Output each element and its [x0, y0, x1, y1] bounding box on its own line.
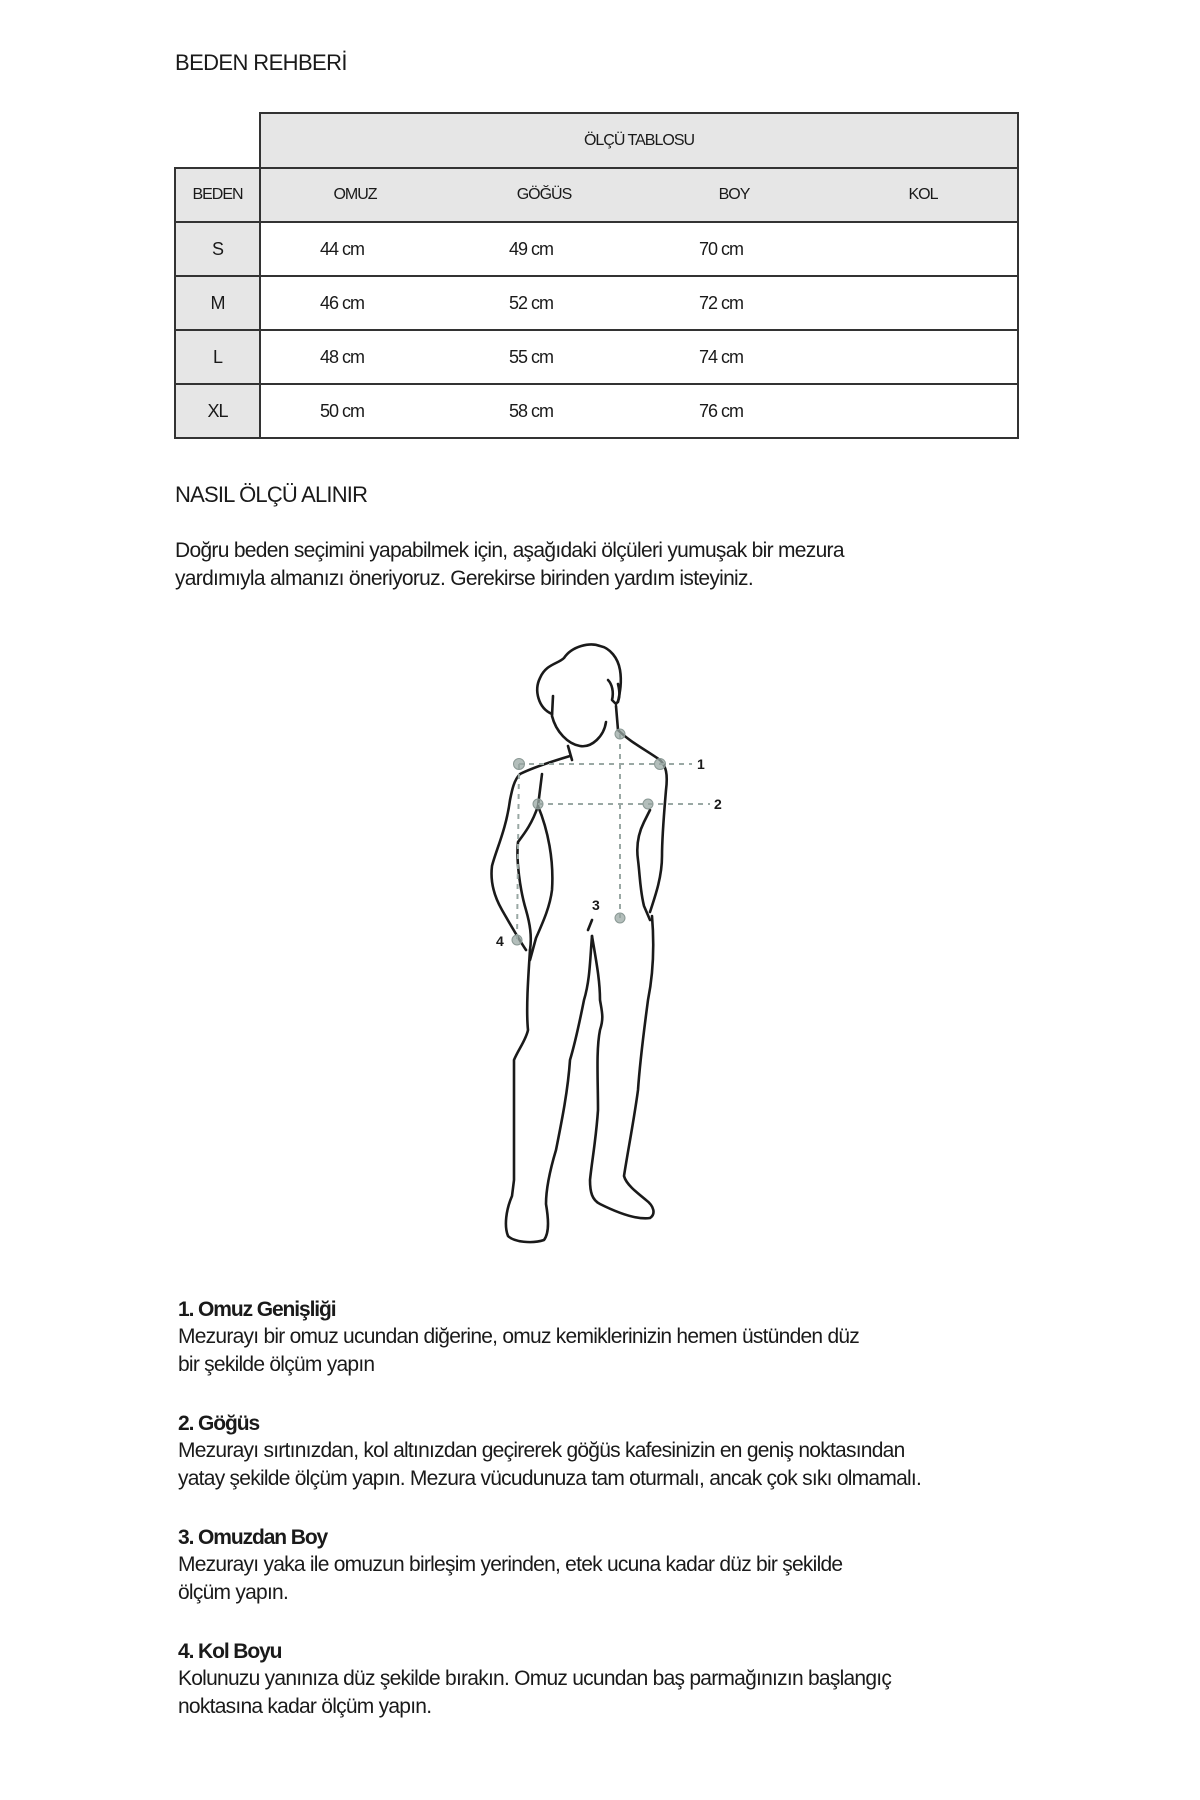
left-shoulder [491, 756, 570, 950]
section-title-how-to-measure: NASIL ÖLÇÜ ALINIR [175, 482, 368, 507]
instruction-item [178, 1639, 1058, 1753]
cell-value: 70 cm [699, 238, 744, 259]
instruction-title: 4. Kol Boyu [178, 1640, 282, 1663]
size-chart-table [174, 112, 1019, 439]
header-length: BOY [639, 167, 829, 223]
cell-value: 49 cm [509, 238, 554, 259]
cell-value: 74 cm [699, 346, 744, 367]
cell-value: 72 cm [699, 292, 744, 313]
cell-value: 46 cm [320, 292, 365, 313]
row-chest [449, 383, 639, 439]
row-length [639, 383, 829, 439]
row-length [639, 329, 829, 385]
marker-label-3: 3 [592, 897, 600, 913]
instruction-body [178, 1665, 1058, 1721]
instruction-body [178, 1437, 1058, 1493]
row-shoulder [259, 275, 449, 331]
instruction-title: 3. Omuzdan Boy [178, 1526, 328, 1549]
instruction-title: 2. Göğüs [178, 1412, 260, 1435]
instruction-title: 1. Omuz Genişliği [178, 1298, 336, 1321]
instruction-line: Mezurayı yaka ile omuzun birleşim yerinden, etek ucuna kadar düz bir şekilde [178, 1553, 843, 1576]
row-chest [449, 329, 639, 385]
instruction-line: Kolunuzu yanınıza düz şekilde bırakın. Omuz ucundan baş parmağınızın başlangıç [178, 1667, 892, 1690]
point-chest-right [643, 799, 653, 809]
intro-line: yardımıyla almanızı öneriyoruz. Gerekirse birinden yardım isteyiniz. [175, 567, 753, 590]
point-neck [615, 729, 625, 739]
row-chest [449, 221, 639, 277]
row-shoulder [259, 221, 449, 277]
table-group-header: ÖLÇÜ TABLOSU [259, 112, 1019, 169]
neck-left [568, 746, 572, 760]
measurement-points [512, 729, 666, 945]
right-inner-arm [637, 810, 650, 920]
header-chest: GÖĞÜS [449, 167, 639, 223]
intro-paragraph [175, 537, 995, 593]
instruction-line: yatay şekilde ölçüm yapın. Mezura vücudunuza tam oturmalı, ancak çok sıkı olmamalı. [178, 1467, 922, 1490]
instruction-item [178, 1525, 1058, 1639]
hair-strand [552, 696, 606, 746]
cell-value: 50 cm [320, 400, 365, 421]
point-shoulder-right [655, 759, 666, 770]
point-hem [615, 913, 625, 923]
intro-line: Doğru beden seçimini yapabilmek için, aşağıdaki ölçüleri yumuşak bir mezura [175, 539, 844, 562]
row-sleeve [829, 275, 1019, 331]
header-size: BEDEN [174, 167, 261, 223]
row-length [639, 221, 829, 277]
marker-label-2: 2 [714, 796, 722, 812]
cell-value: 52 cm [509, 292, 554, 313]
row-sleeve [829, 329, 1019, 385]
instruction-line: ölçüm yapın. [178, 1581, 289, 1604]
row-shoulder [259, 383, 449, 439]
cell-value: 76 cm [699, 400, 744, 421]
row-chest [449, 275, 639, 331]
instruction-body [178, 1323, 1058, 1379]
measurement-instructions [178, 1297, 1058, 1753]
header-sleeve: KOL [829, 167, 1019, 223]
left-torso [530, 806, 552, 960]
row-shoulder [259, 329, 449, 385]
ear [608, 680, 619, 704]
point-thumb [512, 935, 522, 945]
body-measurement-figure-icon [440, 620, 760, 1260]
cell-value: 58 cm [509, 400, 554, 421]
row-size: L [174, 329, 261, 385]
page-title: BEDEN REHBERİ [175, 50, 347, 75]
row-sleeve [829, 221, 1019, 277]
crotch [588, 920, 592, 930]
instruction-line: Mezurayı sırtınızdan, kol altınızdan geçirerek göğüs kafesinizin en geniş noktasından [178, 1439, 905, 1462]
header-shoulder: OMUZ [259, 167, 449, 223]
instruction-item [178, 1297, 1058, 1411]
neck-right [616, 706, 618, 730]
right-shoulder [618, 730, 667, 912]
instruction-line: Mezurayı bir omuz ucundan diğerine, omuz kemiklerinizin hemen üstünden düz [178, 1325, 860, 1348]
point-shoulder-left [514, 759, 525, 770]
instruction-body [178, 1551, 1058, 1607]
row-size: M [174, 275, 261, 331]
marker-label-1: 1 [697, 756, 705, 772]
instruction-line: noktasına kadar ölçüm yapın. [178, 1695, 432, 1718]
right-leg-inner [590, 916, 653, 1218]
point-chest-left [533, 799, 543, 809]
cell-value: 48 cm [320, 346, 365, 367]
cell-value: 55 cm [509, 346, 554, 367]
row-length [639, 275, 829, 331]
row-sleeve [829, 383, 1019, 439]
left-leg-outer [506, 936, 592, 1242]
cell-value: 44 cm [320, 238, 365, 259]
row-size: XL [174, 383, 261, 439]
row-size: S [174, 221, 261, 277]
instruction-line: bir şekilde ölçüm yapın [178, 1353, 375, 1376]
instruction-item [178, 1411, 1058, 1525]
marker-label-4: 4 [496, 933, 504, 949]
